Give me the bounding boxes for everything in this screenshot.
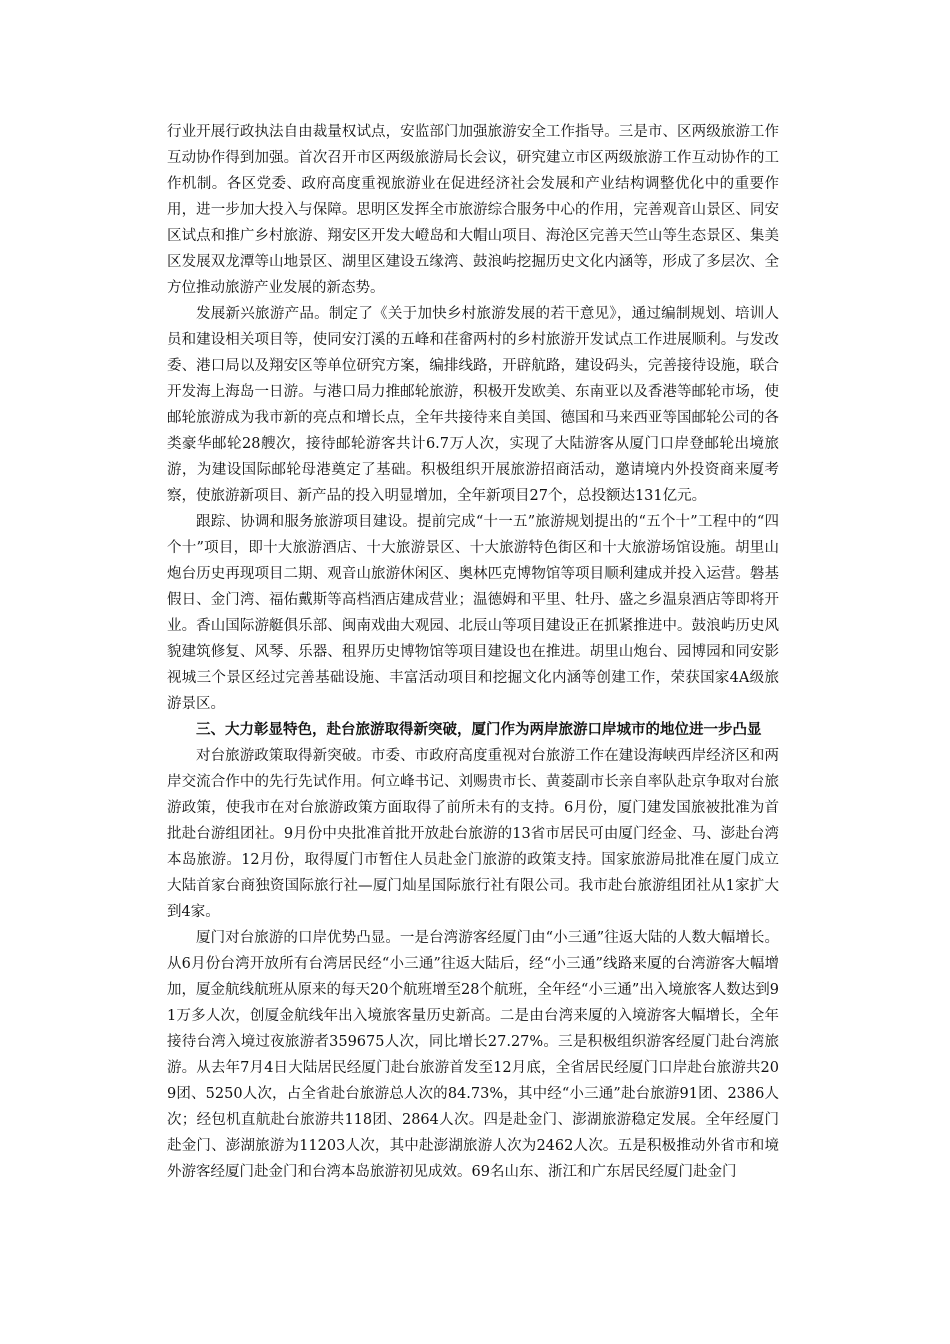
paragraph-4: 对台旅游政策取得新突破。市委、市政府高度重视对台旅游工作在建设海峡西岸经济区和两岸交流合作中的先行先试作用。何立峰书记、刘赐贵市长、黄菱副市长亲自率队赴京争取对台旅游政策，使我市在对台旅游政策方面取得了前所未有的支持。6月份，厦门建发国旅被批准为首批赴台游组团社。9月份中央批准首批开放赴台旅游的13省市居民可由厦门经金、马、澎赴台湾本岛旅游。12月份，取得厦门市暂住人员赴金门旅游的政策支持。国家旅游局批准在厦门成立大陆首家台商独资国际旅行社—厦门灿星国际旅行社有限公司。我市赴台旅游组团社从1家扩大到4家。: [167, 748, 779, 920]
paragraph-2: 发展新兴旅游产品。制定了《关于加快乡村旅游发展的若干意见》，通过编制规划、培训人员和建设相关项目等，使同安汀溪的五峰和荏畲两村的乡村旅游开发试点工作进展顺利。与发改委、港口局以及翔安区等单位研究方案，编排线路，开辟航路，建设码头，完善接待设施，联合开发海上海岛一日游。与港口局力推邮轮旅游，积极开发欧美、东南亚以及香港等邮轮市场，使邮轮旅游成为我市新的亮点和增长点，全年共接待来自美国、德国和马来西亚等国邮轮公司的各类豪华邮轮28艘次，接待邮轮游客共计6.7万人次，实现了大陆游客从厦门口岸登邮轮出境旅游，为建设国际邮轮母港奠定了基础。积极组织开展旅游招商活动，邀请境内外投资商来厦考察，使旅游新项目、新产品的投入明显增加，全年新项目27个，总投额达131亿元。: [167, 306, 779, 504]
paragraph-3: 跟踪、协调和服务旅游项目建设。提前完成“十一五”旅游规划提出的“五个十”工程中的“四个十”项目，即十大旅游酒店、十大旅游景区、十大旅游特色街区和十大旅游场馆设施。胡里山炮台历史再现项目二期、观音山旅游休闲区、奥林匹克博物馆等项目顺利建成并投入运营。磐基假日、金门湾、福佑戴斯等高档酒店建成营业；温德姆和平里、牡丹、盛之乡温泉酒店等即将开业。香山国际游艇俱乐部、闽南戏曲大观园、北辰山等项目建设正在抓紧推进中。鼓浪屿历史风貌建筑修复、风琴、乐器、租界历史博物馆等项目建设也在推进。胡里山炮台、园博园和同安影视城三个景区经过完善基础设施、丰富活动项目和挖掘文化内涵等创建工作，荣获国家4A级旅游景区。: [167, 514, 779, 712]
paragraph-5: 厦门对台旅游的口岸优势凸显。一是台湾游客经厦门由“小三通”往返大陆的人数大幅增长。从6月份台湾开放所有台湾居民经“小三通”往返大陆后，经“小三通”线路来厦的台湾游客大幅增加，厦金航线航班从原来的每天20个航班增至28个航班，全年经“小三通”出入境旅客人数达到91万多人次，创厦金航线年出入境旅客量历史新高。二是由台湾来厦的入境游客大幅增长，全年接待台湾入境过夜旅游者359675人次，同比增长27.27%。三是积极组织游客经厦门赴台湾旅游。从去年7月4日大陆居民经厦门赴台旅游首发至12月底，全省居民经厦门口岸赴台旅游共209团、5250人次，占全省赴台旅游总人次的84.73%，其中经“小三通”赴台旅游91团、2386人次；经包机直航赴台旅游共118团、2864人次。四是赴金门、澎湖旅游稳定发展。全年经厦门赴金门、澎湖旅游为11203人次，其中赴澎湖旅游人次为2462人次。五是积极推动外省市和境外游客经厦门赴金门和台湾本岛旅游初见成效。69名山东、浙江和广东居民经厦门赴金门: [167, 930, 779, 1180]
document-body: [167, 119, 779, 1185]
section-heading: 三、大力彰显特色，赴台旅游取得新突破，厦门作为两岸旅游口岸城市的地位进一步凸显: [196, 722, 762, 738]
paragraph-1: 行业开展行政执法自由裁量权试点，安监部门加强旅游安全工作指导。三是市、区两级旅游工作互动协作得到加强。首次召开市区两级旅游局长会议，研究建立市区两级旅游工作互动协作的工作机制。各区党委、政府高度重视旅游业在促进经济社会发展和产业结构调整优化中的重要作用，进一步加大投入与保障。思明区发挥全市旅游综合服务中心的作用，完善观音山景区、同安区试点和推广乡村旅游、翔安区开发大嶝岛和大帽山项目、海沧区完善天竺山等生态景区、集美区发展双龙潭等山地景区、湖里区建设五缘湾、鼓浪屿挖掘历史文化内涵等，形成了多层次、全方位推动旅游产业发展的新态势。: [167, 124, 779, 296]
